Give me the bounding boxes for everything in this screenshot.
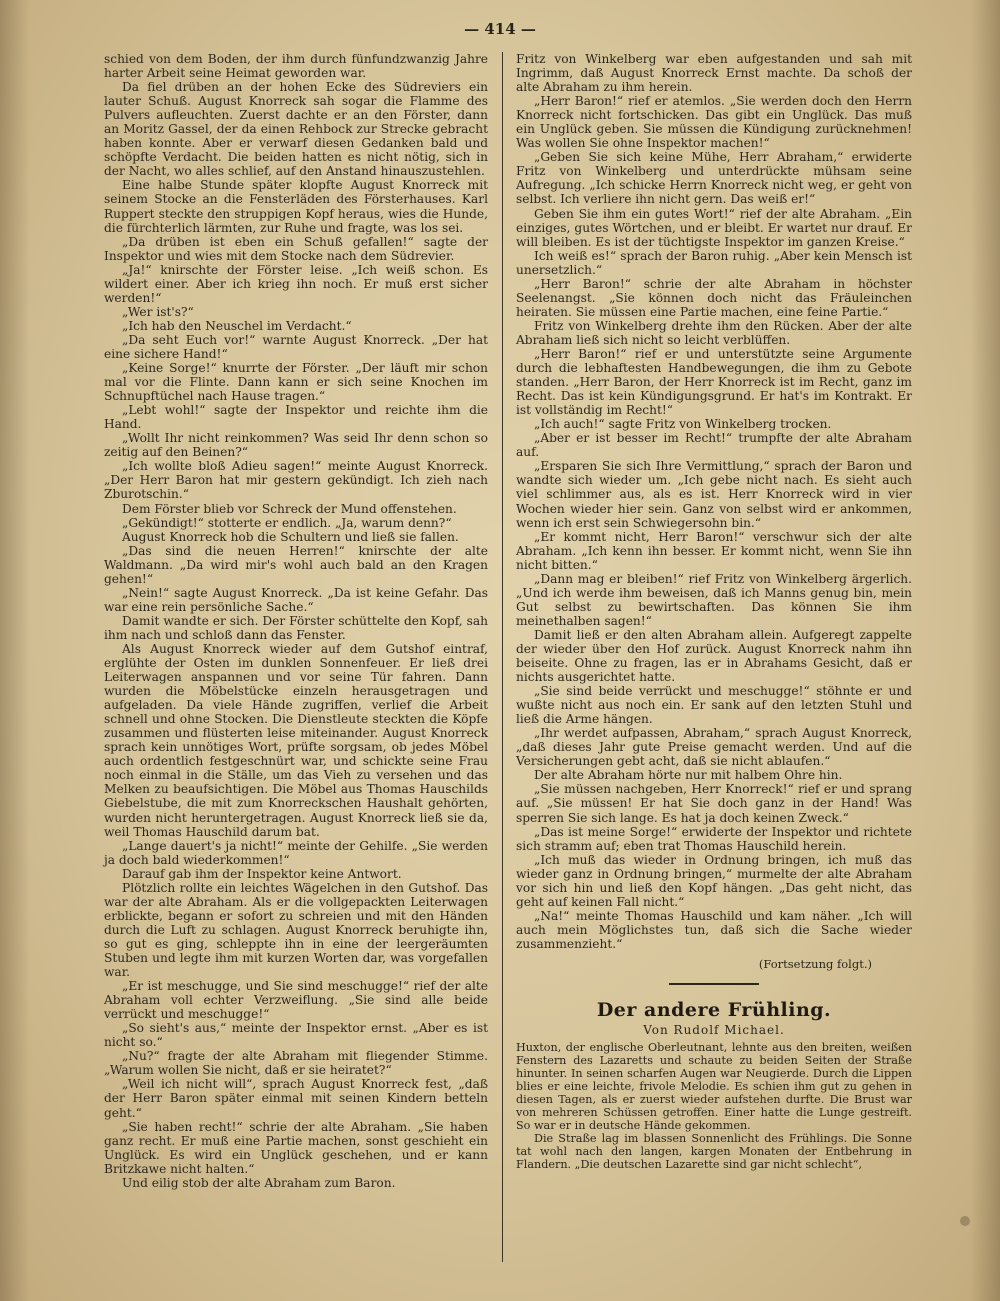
- story-author: Von Rudolf Michael.: [643, 1023, 785, 1038]
- paragraph: „Wer ist's?“: [122, 304, 194, 319]
- paper-stain: [960, 1216, 970, 1226]
- paragraph: Geben Sie ihm ein gutes Wort!“ rief der alte Abraham. „Ein einziges, gutes Wörtchen, und er bleibt. Er wartet nur drauf. Er will bleiben. Es ist der tüchtigste Inspektor im ganzen Kreise.“: [516, 206, 912, 249]
- paragraph: „Ich muß das wieder in Ordnung bringen, ich muß das wieder ganz in Ordnung bringen,“ murmelte der alte Abraham vor sich hin und ließ den Kopf hängen. „Das geht nicht, das geht auf keinen Fall nicht.“: [516, 852, 912, 909]
- paragraph: Fritz von Winkelberg war eben aufgestanden und sah mit Ingrimm, daß August Knorreck Ernst machte. Da schoß der alte Abraham zu ihm herein.: [516, 52, 912, 95]
- paragraph: „Ich wollte bloß Adieu sagen!“ meinte August Knorreck. „Der Herr Baron hat mir gestern gekündigt. Ich zieh nach Zburotschin.“: [104, 459, 488, 502]
- paragraph: „Da drüben ist eben ein Schuß gefallen!“ sagte der Inspektor und wies mit dem Stocke nach dem Südrevier.: [104, 234, 488, 263]
- column-divider: [502, 52, 503, 1262]
- section-divider: [669, 983, 759, 985]
- paragraph: „Nein!“ sagte August Knorreck. „Da ist keine Gefahr. Das war eine rein persönliche Sache.“: [104, 585, 488, 614]
- story-title: Der andere Frühling.: [596, 999, 832, 1022]
- continuation-note: (Fortsetzung folgt.): [758, 957, 872, 971]
- paragraph: „Ihr werdet aufpassen, Abraham,“ sprach August Knorreck, „daß dieses Jahr gute Preise gemacht werden. Und auf die Versicherungen gebt acht, daß sie nicht ablaufen.“: [516, 726, 912, 769]
- paragraph: „Dann mag er bleiben!“ rief Fritz von Winkelberg ärgerlich. „Und ich werde ihm beweisen, daß ich Manns genug bin, mein Gut selbst zu bewirtschaften. Das können Sie ihm meinethalben sagen!“: [516, 571, 912, 628]
- paragraph: August Knorreck hob die Schultern und ließ sie fallen.: [122, 529, 459, 544]
- paragraph: „So sieht's aus,“ meinte der Inspektor ernst. „Aber es ist nicht so.“: [104, 1021, 488, 1050]
- paragraph: „Ersparen Sie sich Ihre Vermittlung,“ sprach der Baron und wandte sich wieder um. „Ich gebe nicht nach. Es sieht auch viel schlimmer aus, als es ist. Herr Knorreck wird in vier Wochen wieder hier sein. Ganz von selbst wird er ankommen, wenn ich erst sein Schwiegersohn bin.“: [516, 459, 912, 530]
- paragraph: Huxton, der englische Oberleutnant, lehnte aus den breiten, weißen Fenstern des Lazaretts und schaute zu beiden Seiten der Straße hinunter. In seinen scharfen Augen war Neugierde. Durch die Lippen blies er eine leichte, frivole Melodie. Es schien ihm gut zu gehen in diesen Tagen, als er zuerst wieder aufstehen durfte. Die Brust war von mehreren Schüssen getroffen. Einer hatte die Lunge gestreift. So war er in deutsche Hände gekommen.: [516, 1041, 912, 1133]
- paragraph: „Da seht Euch vor!“ warnte August Knorreck. „Der hat eine sichere Hand!“: [104, 332, 488, 361]
- paragraph: „Aber er ist besser im Recht!“ trumpfte der alte Abraham auf.: [516, 431, 912, 460]
- paragraph: „Geben Sie sich keine Mühe, Herr Abraham,“ erwiderte Fritz von Winkelberg und unterdrückte mühsam seine Aufregung. „Ich schicke Herrn Knorreck nicht weg, er geht von selbst. Ich verliere ihn nicht gern. Das weiß er!“: [516, 150, 912, 207]
- page-edge-shadow-right: [970, 0, 1000, 1301]
- paragraph: Als August Knorreck wieder auf dem Gutshof eintraf, erglühte der Osten im dunklen Sonnenfeuer. Er ließ drei Leiterwagen anspannen und vor seine Tür fahren. Dann wurden die Möbelstücke einzeln herausgetragen und aufgeladen. Da viele Hände zugriffen, verlief die Arbeit schnell und ohne Stocken. Die Dienstleute steckten die Köpfe zusammen und flüsterten leise miteinander. August Knorreck sprach kein unnötiges Wort, prüfte sorgsam, ob jedes Möbel auch ordentlich festgeschnürt war, und schickte seine Frau noch einmal in die Ställe, um das Vieh zu versehen und das Melken zu beaufsichtigen. Die Möbel aus Thomas Hauschilds Giebelstube, die mit zum Knorreckschen Haushalt gehörten, wurden nicht heruntergetragen. August Knorreck ließ sie da, weil Thomas Hauschild darum bat.: [104, 641, 488, 839]
- paragraph: Damit wandte er sich. Der Förster schüttelte den Kopf, sah ihm nach und schloß dann das Fenster.: [104, 613, 488, 642]
- paragraph: „Gekündigt!“ stotterte er endlich. „Ja, warum denn?“: [122, 515, 452, 530]
- paragraph: „Wollt Ihr nicht reinkommen? Was seid Ihr denn schon so zeitig auf den Beinen?“: [104, 431, 488, 460]
- paragraph: „Ja!“ knirschte der Förster leise. „Ich weiß schon. Es wildert einer. Aber ich krieg ihn noch. Er muß erst sicher werden!“: [104, 262, 488, 305]
- paragraph: „Herr Baron!“ rief er und unterstützte seine Argumente durch die lebhaftesten Handbewegungen, die ihm zu Gebote standen. „Herr Baron, der Herr Knorreck ist im Recht, ganz im Recht. Das ist kein Kündigungsgrund. Er hat's im Kontrakt. Er ist vollständig im Recht!“: [516, 346, 912, 418]
- paragraph: schied von dem Boden, der ihm durch fünfundzwanzig Jahre harter Arbeit seine Heimat geworden war.: [104, 52, 488, 81]
- paragraph: „Ich auch!“ sagte Fritz von Winkelberg trocken.: [534, 417, 832, 432]
- serial-continuation: [516, 52, 912, 951]
- paragraph: „Sie haben recht!“ schrie der alte Abraham. „Sie haben ganz recht. Er muß eine Partie machen, sonst geschieht ein Unglück. Es wird ein Unglück geschehen, und er kann Britzkawe nicht halten.“: [104, 1119, 488, 1176]
- page-number: — 414 —: [464, 20, 536, 38]
- left-column: [104, 52, 488, 1190]
- paragraph: „Das sind die neuen Herren!“ knirschte der alte Waldmann. „Da wird mir's wohl auch bald an den Kragen gehen!“: [104, 543, 488, 586]
- paragraph: „Lebt wohl!“ sagte der Inspektor und reichte ihm die Hand.: [104, 403, 488, 432]
- paragraph: „Er ist meschugge, und Sie sind meschugge!“ rief der alte Abraham voll echter Verzweiflung. „Sie sind alle beide verrückt und meschugge!“: [104, 979, 488, 1022]
- paragraph: „Lange dauert's ja nicht!“ meinte der Gehilfe. „Sie werden ja doch bald wiederkommen!“: [104, 838, 488, 867]
- paragraph: „Ich hab den Neuschel im Verdacht.“: [122, 318, 352, 333]
- right-column: [516, 52, 912, 1171]
- paragraph: „Weil ich nicht will“, sprach August Knorreck fest, „daß der Herr Baron später einmal mit seinen Kindern betteln geht.“: [104, 1077, 488, 1120]
- paragraph: „Herr Baron!“ rief er atemlos. „Sie werden doch den Herrn Knorreck nicht fortschicken. Das gibt ein Unglück. Das muß ein Unglück geben. Sie müssen die Kündigung zurücknehmen! Was wollen Sie ohne Inspektor machen!“: [516, 94, 912, 151]
- paragraph: Plötzlich rollte ein leichtes Wägelchen in den Gutshof. Das war der alte Abraham. Als er die vollgepackten Leiterwagen erblickte, begann er sofort zu schreien und mit den Händen durch die Luft zu schlagen. August Knorreck beruhigte ihn, so gut es ging, schleppte ihn in eine der leergeräumten Stuben und legte ihm mit kurzen Worten dar, was vorgefallen war.: [104, 880, 488, 980]
- paragraph: „Nu?“ fragte der alte Abraham mit fliegender Stimme. „Warum wollen Sie nicht, daß er sie heiratet?“: [104, 1049, 488, 1078]
- paragraph: Da fiel drüben an der hohen Ecke des Südreviers ein lauter Schuß. August Knorreck sah sogar die Flamme des Pulvers aufleuchten. Zuerst dachte er an den Förster, dann an Moritz Gassel, der da einen Rehbock zur Strecke gebracht haben konnte. Aber er verwarf diesen Gedanken bald und schöpfte Verdacht. Die beiden hatten es nicht nötig, sich in der Nacht, wo alles schlief, auf den Anstand hinauszustehlen.: [104, 80, 488, 179]
- paragraph: „Herr Baron!“ schrie der alte Abraham in höchster Seelenangst. „Sie können doch nicht das Fräuleinchen heiraten. Sie müssen eine Partie machen, eine feine Partie.“: [516, 276, 912, 319]
- paragraph: Darauf gab ihm der Inspektor keine Antwort.: [122, 866, 402, 881]
- paragraph: Fritz von Winkelberg drehte ihm den Rücken. Aber der alte Abraham ließ sich nicht so leicht verblüffen.: [516, 318, 912, 347]
- paragraph: „Sie müssen nachgeben, Herr Knorreck!“ rief er und sprang auf. „Sie müssen! Er hat Sie doch ganz in der Hand! Was sperren Sie sich lange. Es hat ja doch keinen Zweck.“: [516, 782, 912, 825]
- page-edge-shadow-left: [0, 0, 30, 1301]
- paragraph: Eine halbe Stunde später klopfte August Knorreck mit seinem Stocke an die Fensterläden des Försterhauses. Karl Ruppert steckte den struppigen Kopf heraus, wies die Hunde, die fürchterlich lärmten, zur Ruhe und fragte, was los sei.: [104, 178, 488, 235]
- paragraph: „Sie sind beide verrückt und meschugge!“ stöhnte er und wußte nicht aus noch ein. Er sank auf den letzten Stuhl und ließ die Arme hängen.: [516, 684, 912, 727]
- paragraph: Damit ließ er den alten Abraham allein. Aufgeregt zappelte der wieder über den Hof zurück. August Knorreck nahm ihn beiseite. Ohne zu fragen, las er in Abrahams Gesicht, daß er nichts ausgerichtet hatte.: [516, 627, 912, 685]
- paragraph: Der alte Abraham hörte nur mit halbem Ohre hin.: [534, 768, 843, 783]
- paragraph: „Na!“ meinte Thomas Hauschild und kam näher. „Ich will auch mein Möglichstes tun, daß sich die Sache wieder zusammenzieht.“: [516, 908, 912, 951]
- paragraph: Die Straße lag im blassen Sonnenlicht des Frühlings. Die Sonne tat wohl nach den langen, kargen Monaten der Entbehrung in Flandern. „Die deutschen Lazarette sind gar nicht schlecht“,: [516, 1132, 912, 1172]
- paragraph: „Keine Sorge!“ knurrte der Förster. „Der läuft mir schon mal vor die Flinte. Dann kann er sich seine Knochen im Schnupftüchel nach Hause tragen.“: [104, 361, 488, 404]
- paragraph: Ich weiß es!“ sprach der Baron ruhig. „Aber kein Mensch ist unersetzlich.“: [516, 248, 912, 277]
- story-text: [516, 1041, 912, 1171]
- paragraph: „Er kommt nicht, Herr Baron!“ verschwur sich der alte Abraham. „Ich kenn ihn besser. Er kommt nicht, wenn Sie ihn nicht bitten.“: [516, 529, 912, 572]
- paragraph: „Das ist meine Sorge!“ erwiderte der Inspektor und richtete sich stramm auf; eben trat Thomas Hauschild herein.: [516, 824, 912, 853]
- paragraph: Und eilig stob der alte Abraham zum Baron.: [122, 1175, 396, 1190]
- paragraph: Dem Förster blieb vor Schreck der Mund offenstehen.: [122, 501, 457, 516]
